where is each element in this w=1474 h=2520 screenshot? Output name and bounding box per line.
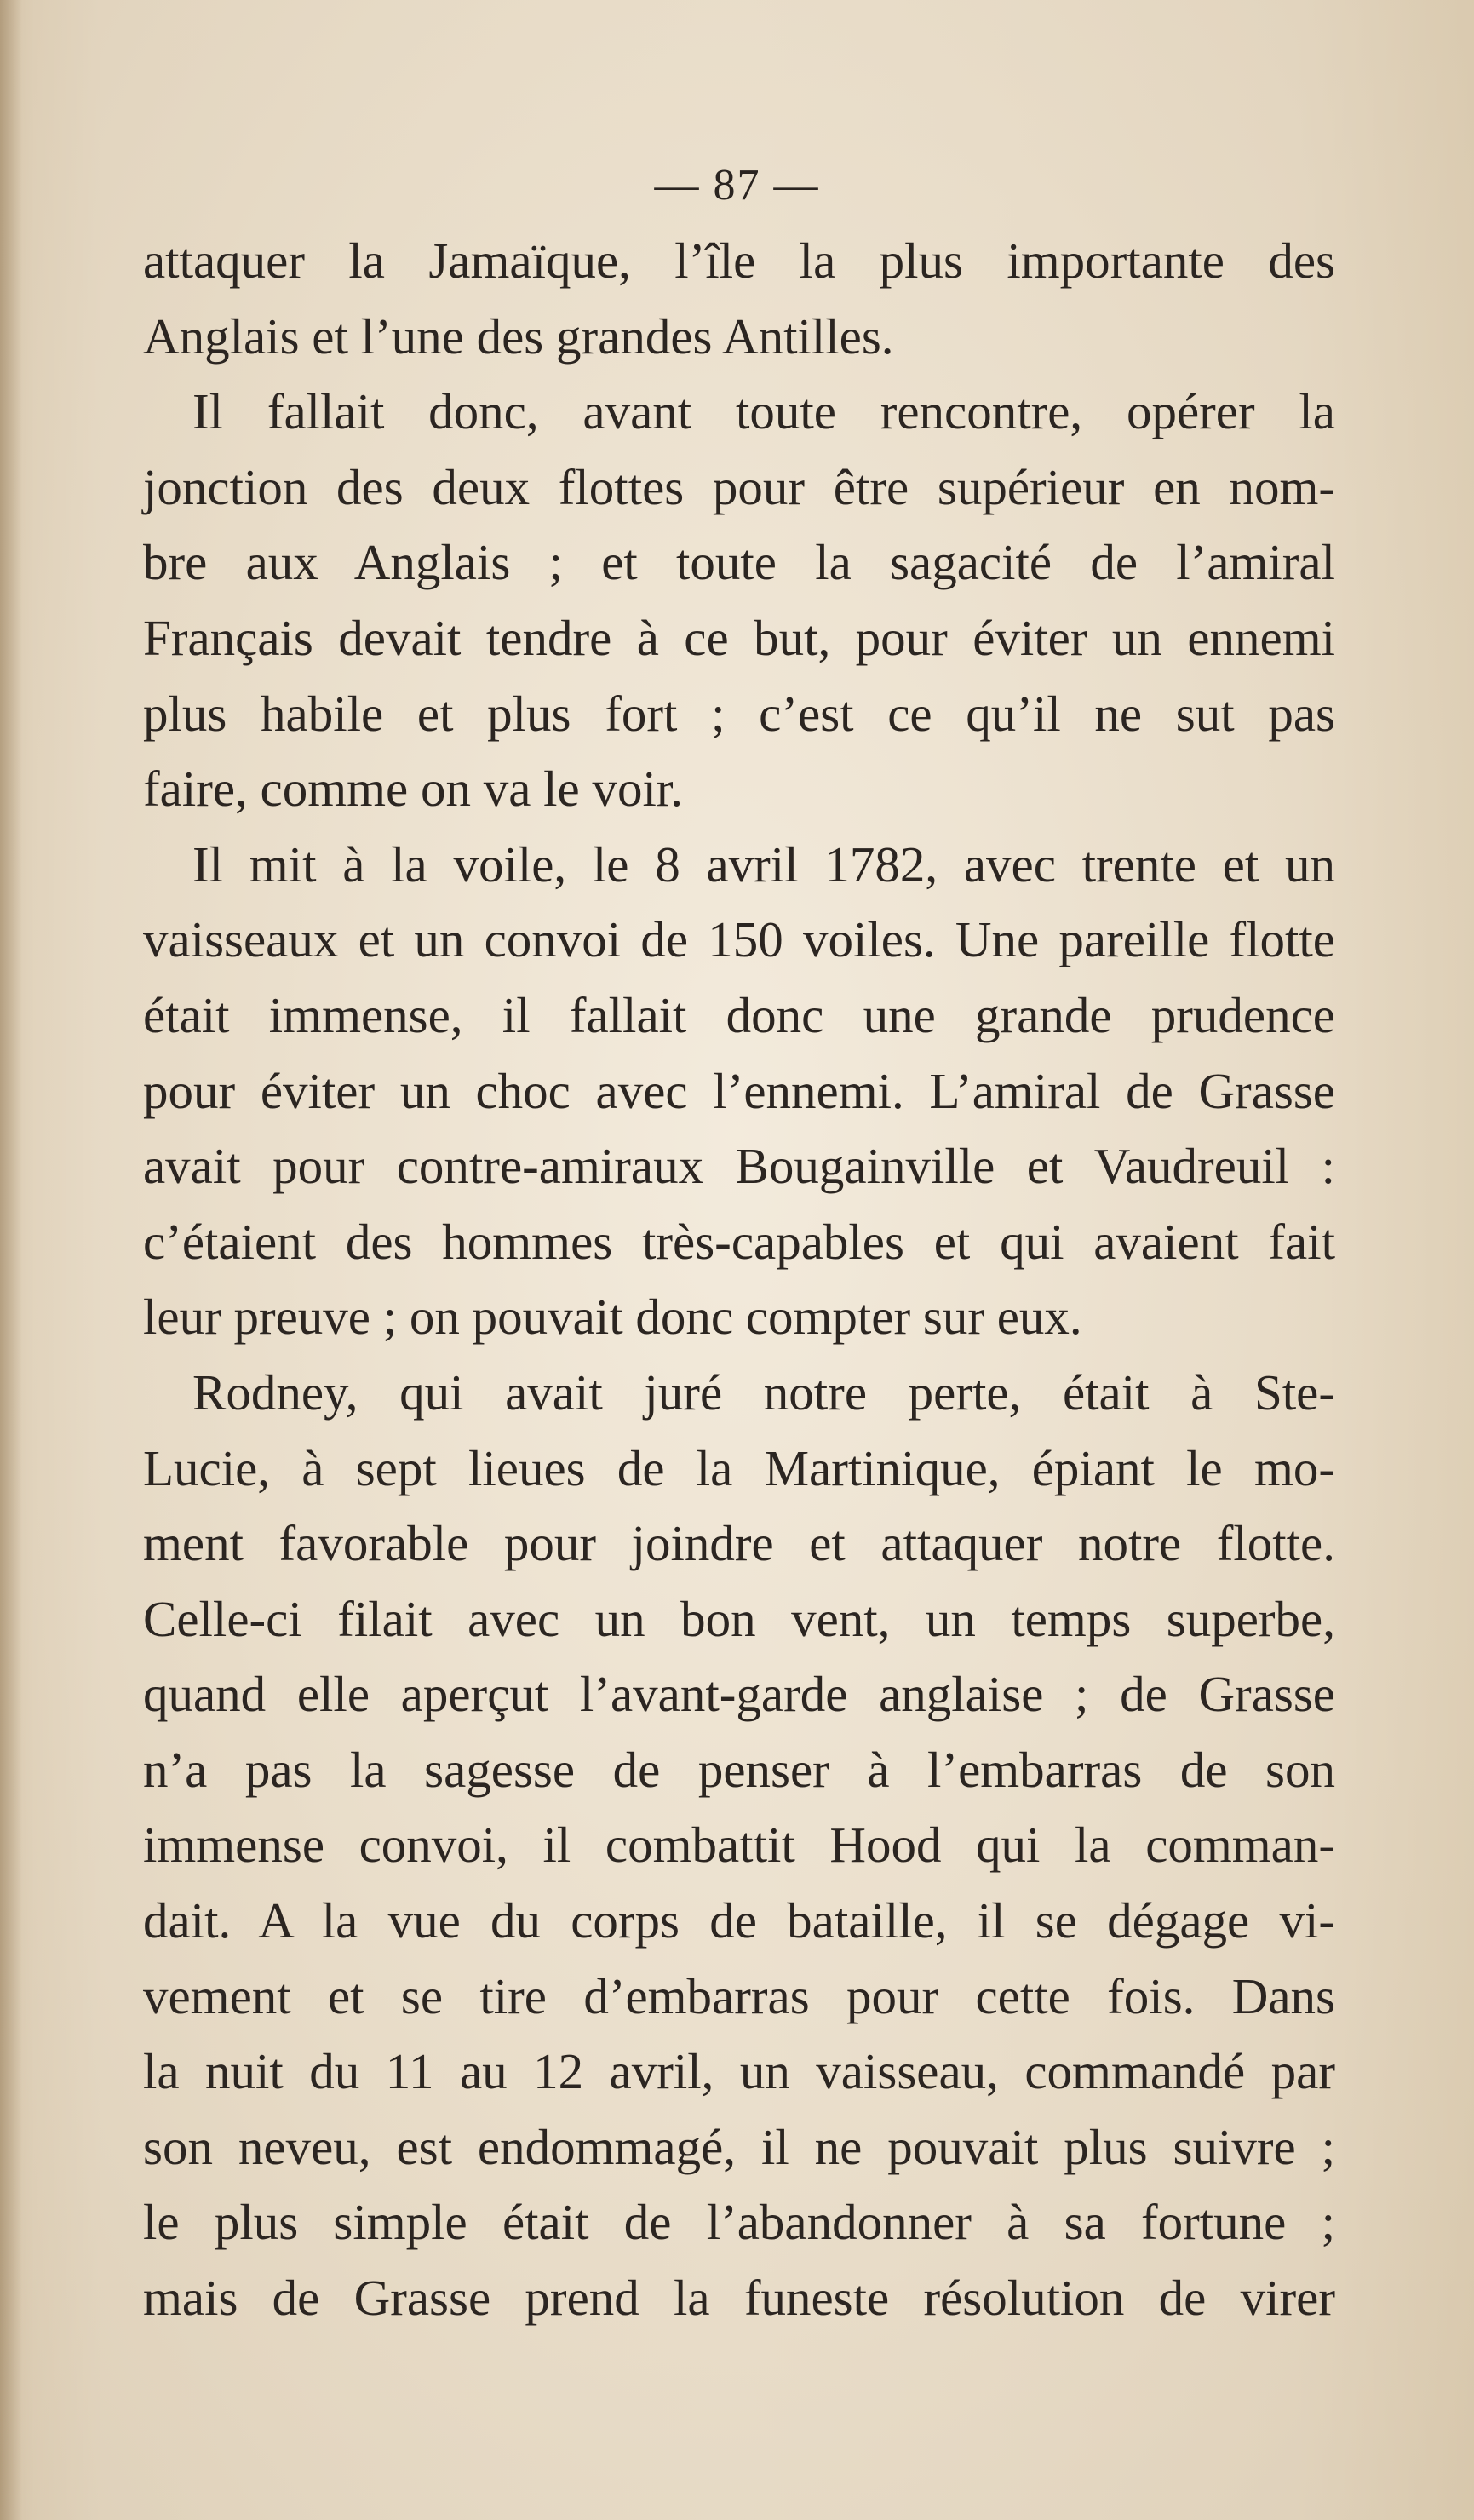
text-line: c’étaient des hommes très-capables et qui avaient fait — [143, 1213, 1335, 1270]
text-line: Il fallait donc, avant toute rencontre, opérer la — [192, 383, 1335, 440]
text-line: pour éviter un choc avec l’ennemi. L’amiral de Grasse — [143, 1062, 1335, 1119]
text-line: vaisseaux et un convoi de 150 voiles. Une pareille flotte — [143, 911, 1335, 968]
text-line: plus habile et plus fort ; c’est ce qu’il ne sut pas — [143, 685, 1335, 742]
text-line: le plus simple était de l’abandonner à sa fortune ; — [143, 2194, 1335, 2251]
text-line: Lucie, à sept lieues de la Martinique, épiant le mo- — [143, 1439, 1335, 1496]
text-line: son neveu, est endommagé, il ne pouvait plus suivre ; — [143, 2118, 1335, 2175]
text-line: faire, comme on va le voir. — [143, 761, 684, 818]
text-line: n’a pas la sagesse de penser à l’embarras de son — [143, 1741, 1335, 1798]
text-line: attaquer la Jamaïque, l’île la plus importante des — [143, 232, 1335, 289]
text-line: était immense, il fallait donc une grande prudence — [143, 986, 1335, 1043]
text-line: ment favorable pour joindre et attaquer notre flotte. — [143, 1515, 1335, 1572]
text-line: la nuit du 11 au 12 avril, un vaisseau, commandé par — [143, 2043, 1335, 2100]
text-line: immense convoi, il combattit Hood qui la comman- — [143, 1817, 1335, 1874]
text-line: Rodney, qui avait juré notre perte, était à Ste- — [192, 1363, 1335, 1421]
text-line: avait pour contre-amiraux Bougainville et Vaudreuil : — [143, 1138, 1335, 1195]
page-number: — 87 — — [654, 161, 820, 210]
text-line: Français devait tendre à ce but, pour éviter un ennemi — [143, 609, 1335, 666]
text-line: quand elle aperçut l’avant-garde anglaise ; de Grasse — [143, 1666, 1335, 1723]
body-text — [143, 223, 1335, 2336]
text-line: Il mit à la voile, le 8 avril 1782, avec trente et un — [192, 835, 1335, 893]
text-line: jonction des deux flottes pour être supérieur en nom- — [143, 458, 1335, 515]
text-line: dait. A la vue du corps de bataille, il se dégage vi- — [143, 1892, 1335, 1949]
text-line: mais de Grasse prend la funeste résolution de virer — [143, 2270, 1335, 2327]
text-line: Celle-ci filait avec un bon vent, un temps superbe, — [143, 1590, 1335, 1647]
text-line: Anglais et l’une des grandes Antilles. — [143, 307, 894, 365]
text-line: leur preuve ; on pouvait donc compter sur eux. — [143, 1289, 1082, 1346]
text-line: bre aux Anglais ; et toute la sagacité de l’amiral — [143, 534, 1335, 591]
text-line: vement et se tire d’embarras pour cette fois. Dans — [143, 1967, 1335, 2024]
